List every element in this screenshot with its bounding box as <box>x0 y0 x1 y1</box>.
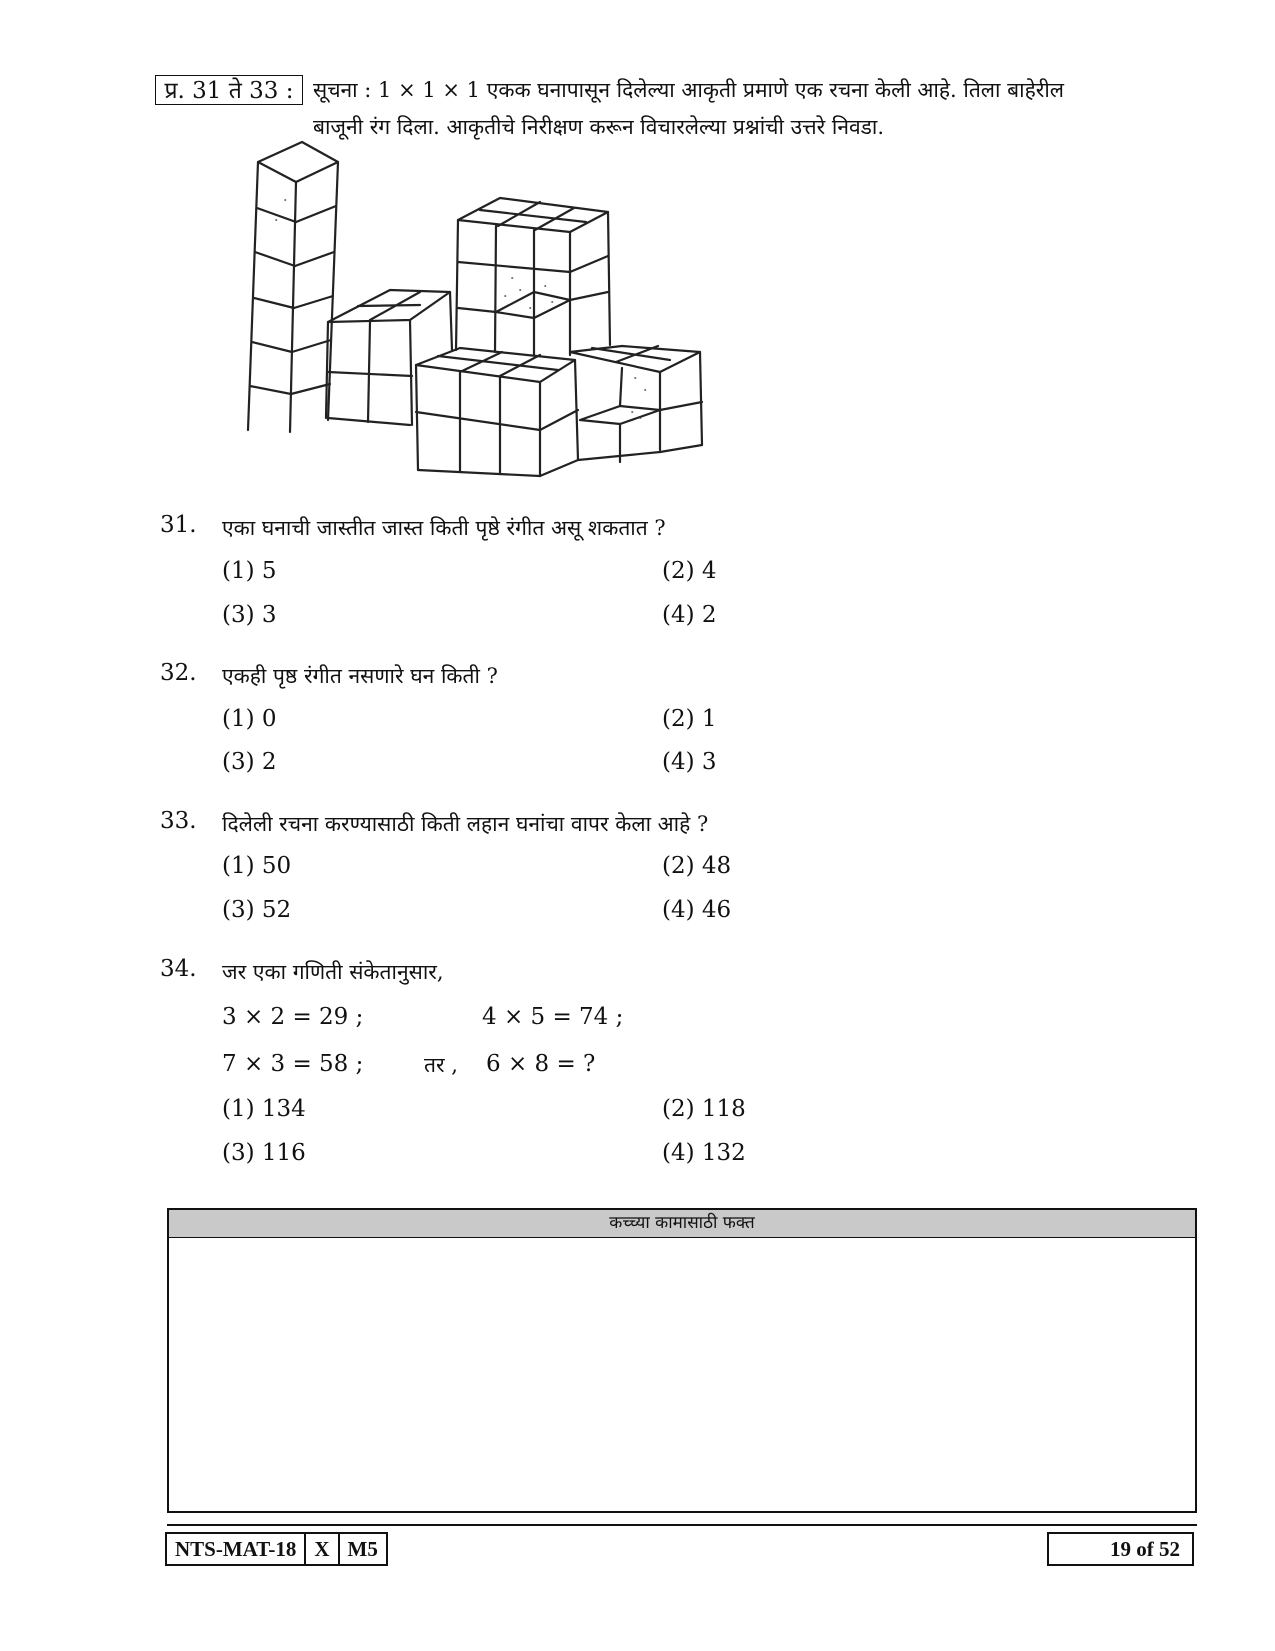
q34-tar-word: तर , <box>424 1053 458 1077</box>
top-block <box>456 198 610 355</box>
rough-work-box <box>167 1208 1197 1513</box>
paper-code-part-1: NTS-MAT-18 <box>167 1534 306 1564</box>
instruction-label: प्र. 31 ते 33 : <box>155 75 303 105</box>
tall-tower <box>248 142 338 432</box>
paper-code <box>165 1532 388 1566</box>
right-block <box>570 346 702 462</box>
footer-rule <box>167 1524 1197 1526</box>
q34-option-4[interactable]: (4) 132 <box>662 1140 746 1166</box>
instruction-line-2: बाजूनी रंग दिला. आकृतीचे निरीक्षण करून विचारलेल्या प्रश्नांची उत्तरे निवडा. <box>313 115 885 139</box>
q32-option-1[interactable]: (1) 0 <box>222 706 277 732</box>
question-32-number: 32. <box>160 660 197 686</box>
q34-option-1[interactable]: (1) 134 <box>222 1096 306 1122</box>
instruction-line-1: सूचना : 1 × 1 × 1 एकक घनापासून दिलेल्या आकृती प्रमाणे एक रचना केली आहे. तिला बाहेरील <box>313 78 1065 102</box>
question-33-text: दिलेली रचना करण्यासाठी किती लहान घनांचा वापर केला आहे ? <box>222 812 709 836</box>
q34-equation-question: 6 × 8 = ? <box>486 1051 596 1077</box>
question-31-number: 31. <box>160 512 197 538</box>
q32-option-2[interactable]: (2) 1 <box>662 706 717 732</box>
question-32-text: एकही पृष्ठ रंगीत नसणारे घन किती ? <box>222 664 498 688</box>
question-31-text: एका घनाची जास्तीत जास्त किती पृष्ठे रंगीत असू शकतात ? <box>222 516 666 540</box>
page-number: 19 of 52 <box>1047 1532 1194 1566</box>
question-34-number: 34. <box>160 956 197 982</box>
q33-option-4[interactable]: (4) 46 <box>662 897 732 923</box>
question-34-text: जर एका गणिती संकेतानुसार, <box>222 960 444 984</box>
q31-option-1[interactable]: (1) 5 <box>222 558 277 584</box>
q34-equation-1: 3 × 2 = 29 ; <box>222 1004 364 1030</box>
front-block <box>416 348 578 476</box>
q34-equation-2: 4 × 5 = 74 ; <box>482 1004 624 1030</box>
q32-option-3[interactable]: (3) 2 <box>222 749 277 775</box>
q34-option-2[interactable]: (2) 118 <box>662 1096 746 1122</box>
question-33-number: 33. <box>160 808 197 834</box>
q33-option-2[interactable]: (2) 48 <box>662 853 732 879</box>
q31-option-2[interactable]: (2) 4 <box>662 558 717 584</box>
q31-option-4[interactable]: (4) 2 <box>662 602 717 628</box>
q34-option-3[interactable]: (3) 116 <box>222 1140 306 1166</box>
q33-option-3[interactable]: (3) 52 <box>222 897 292 923</box>
paper-code-part-2: X <box>306 1534 339 1564</box>
q31-option-3[interactable]: (3) 3 <box>222 602 277 628</box>
paper-code-part-3: M5 <box>347 1537 378 1561</box>
q33-option-1[interactable]: (1) 50 <box>222 853 292 879</box>
cube-structure-figure <box>240 140 730 500</box>
q34-equation-3: 7 × 3 = 58 ; <box>222 1051 364 1077</box>
rough-work-title: कच्च्या कामासाठी फक्त <box>169 1210 1195 1238</box>
q32-option-4[interactable]: (4) 3 <box>662 749 717 775</box>
